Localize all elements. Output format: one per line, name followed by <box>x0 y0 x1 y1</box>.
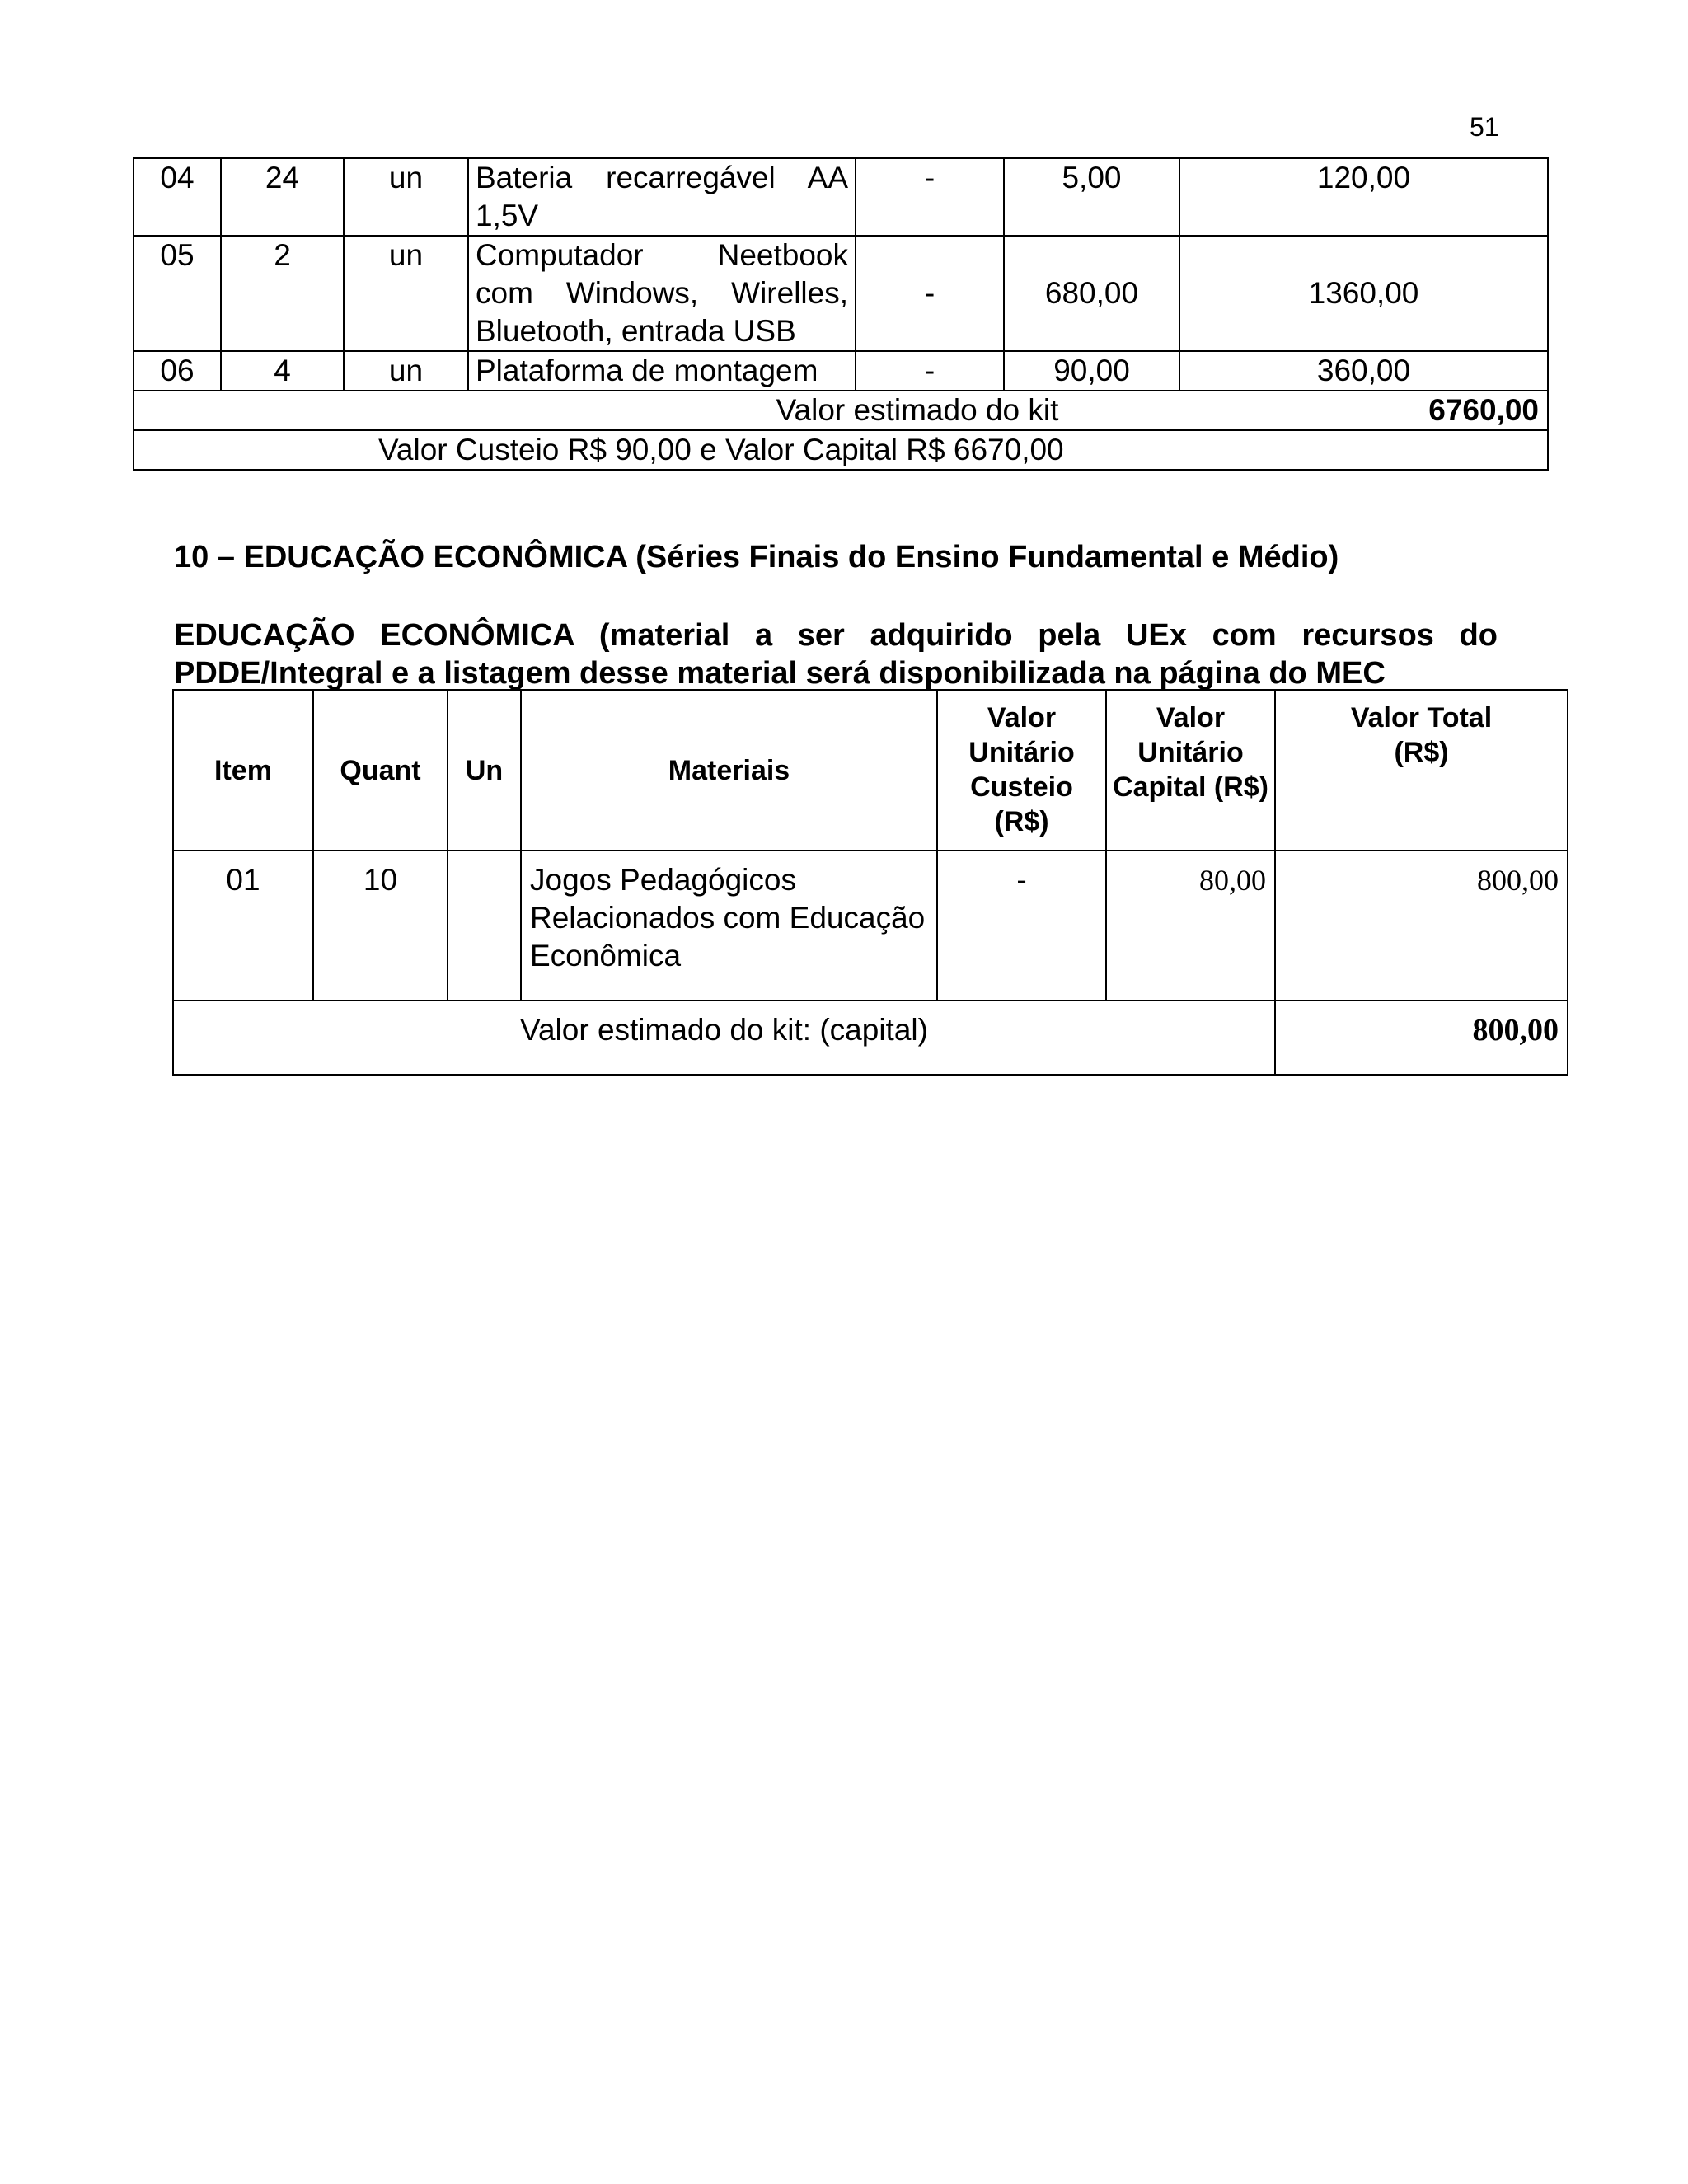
material-cell: Plataforma de montagem <box>468 351 856 391</box>
item-cell: 01 <box>173 851 313 1001</box>
estimated-total-row <box>173 1001 1568 1075</box>
section-note: EDUCAÇÃO ECONÔMICA (material a ser adquirido pela UEx com recursos do PDDE/Integral e a listagem desse material será disponibilizada na página do MEC <box>174 618 1498 691</box>
cost-breakdown: Valor Custeio R$ 90,00 e Valor Capital R$ 6670,00 <box>134 430 1548 470</box>
breakdown-row <box>134 430 1548 470</box>
unit-custeio-cell: - <box>856 236 1004 351</box>
unit-custeio-cell: - <box>856 158 1004 236</box>
page-number: 51 <box>1470 112 1499 142</box>
quant-cell: 24 <box>221 158 344 236</box>
header-unit-custeio: Valor Unitário Custeio (R$) <box>937 690 1106 851</box>
table-row <box>134 351 1548 391</box>
estimated-total-label: Valor estimado do kit: (capital) <box>173 1001 1275 1075</box>
unit-custeio-cell: - <box>937 851 1106 1001</box>
unit-capital-cell: 80,00 <box>1106 851 1275 1001</box>
unit-capital-cell: 680,00 <box>1004 236 1179 351</box>
material-cell: Computador Neetbook com Windows, Wirelles, Bluetooth, entrada USB <box>468 236 856 351</box>
header-unit-capital: Valor Unitário Capital (R$) <box>1106 690 1275 851</box>
economic-education-table <box>172 689 1568 1076</box>
estimated-total-row <box>134 391 1548 430</box>
item-cell: 04 <box>134 158 221 236</box>
estimated-total-label: Valor estimado do kit <box>134 391 1179 430</box>
quant-cell: 4 <box>221 351 344 391</box>
total-cell: 120,00 <box>1179 158 1548 236</box>
unit-custeio-cell: - <box>856 351 1004 391</box>
kit-items-table <box>133 157 1549 471</box>
unit-capital-cell: 90,00 <box>1004 351 1179 391</box>
section-heading: 10 – EDUCAÇÃO ECONÔMICA (Séries Finais do Ensino Fundamental e Médio) <box>174 540 1339 574</box>
header-un: Un <box>448 690 521 851</box>
quant-cell: 10 <box>313 851 448 1001</box>
total-cell: 360,00 <box>1179 351 1548 391</box>
material-cell: Bateria recarregável AA 1,5V <box>468 158 856 236</box>
unit-capital-cell: 5,00 <box>1004 158 1179 236</box>
total-cell: 1360,00 <box>1179 236 1548 351</box>
material-cell: Jogos Pedagógicos Relacionados com Educação Econômica <box>521 851 937 1001</box>
total-cell: 800,00 <box>1275 851 1568 1001</box>
item-cell: 06 <box>134 351 221 391</box>
header-item: Item <box>173 690 313 851</box>
un-cell: un <box>344 351 468 391</box>
estimated-total-value: 800,00 <box>1275 1001 1568 1075</box>
item-cell: 05 <box>134 236 221 351</box>
header-total: Valor Total (R$) <box>1275 690 1568 851</box>
un-cell: un <box>344 158 468 236</box>
table-row <box>134 158 1548 236</box>
table-row <box>173 851 1568 1001</box>
un-cell: un <box>344 236 468 351</box>
un-cell <box>448 851 521 1001</box>
header-row <box>173 690 1568 851</box>
header-quant: Quant <box>313 690 448 851</box>
quant-cell: 2 <box>221 236 344 351</box>
estimated-total-value: 6760,00 <box>1179 391 1548 430</box>
header-materiais: Materiais <box>521 690 937 851</box>
table-row <box>134 236 1548 351</box>
